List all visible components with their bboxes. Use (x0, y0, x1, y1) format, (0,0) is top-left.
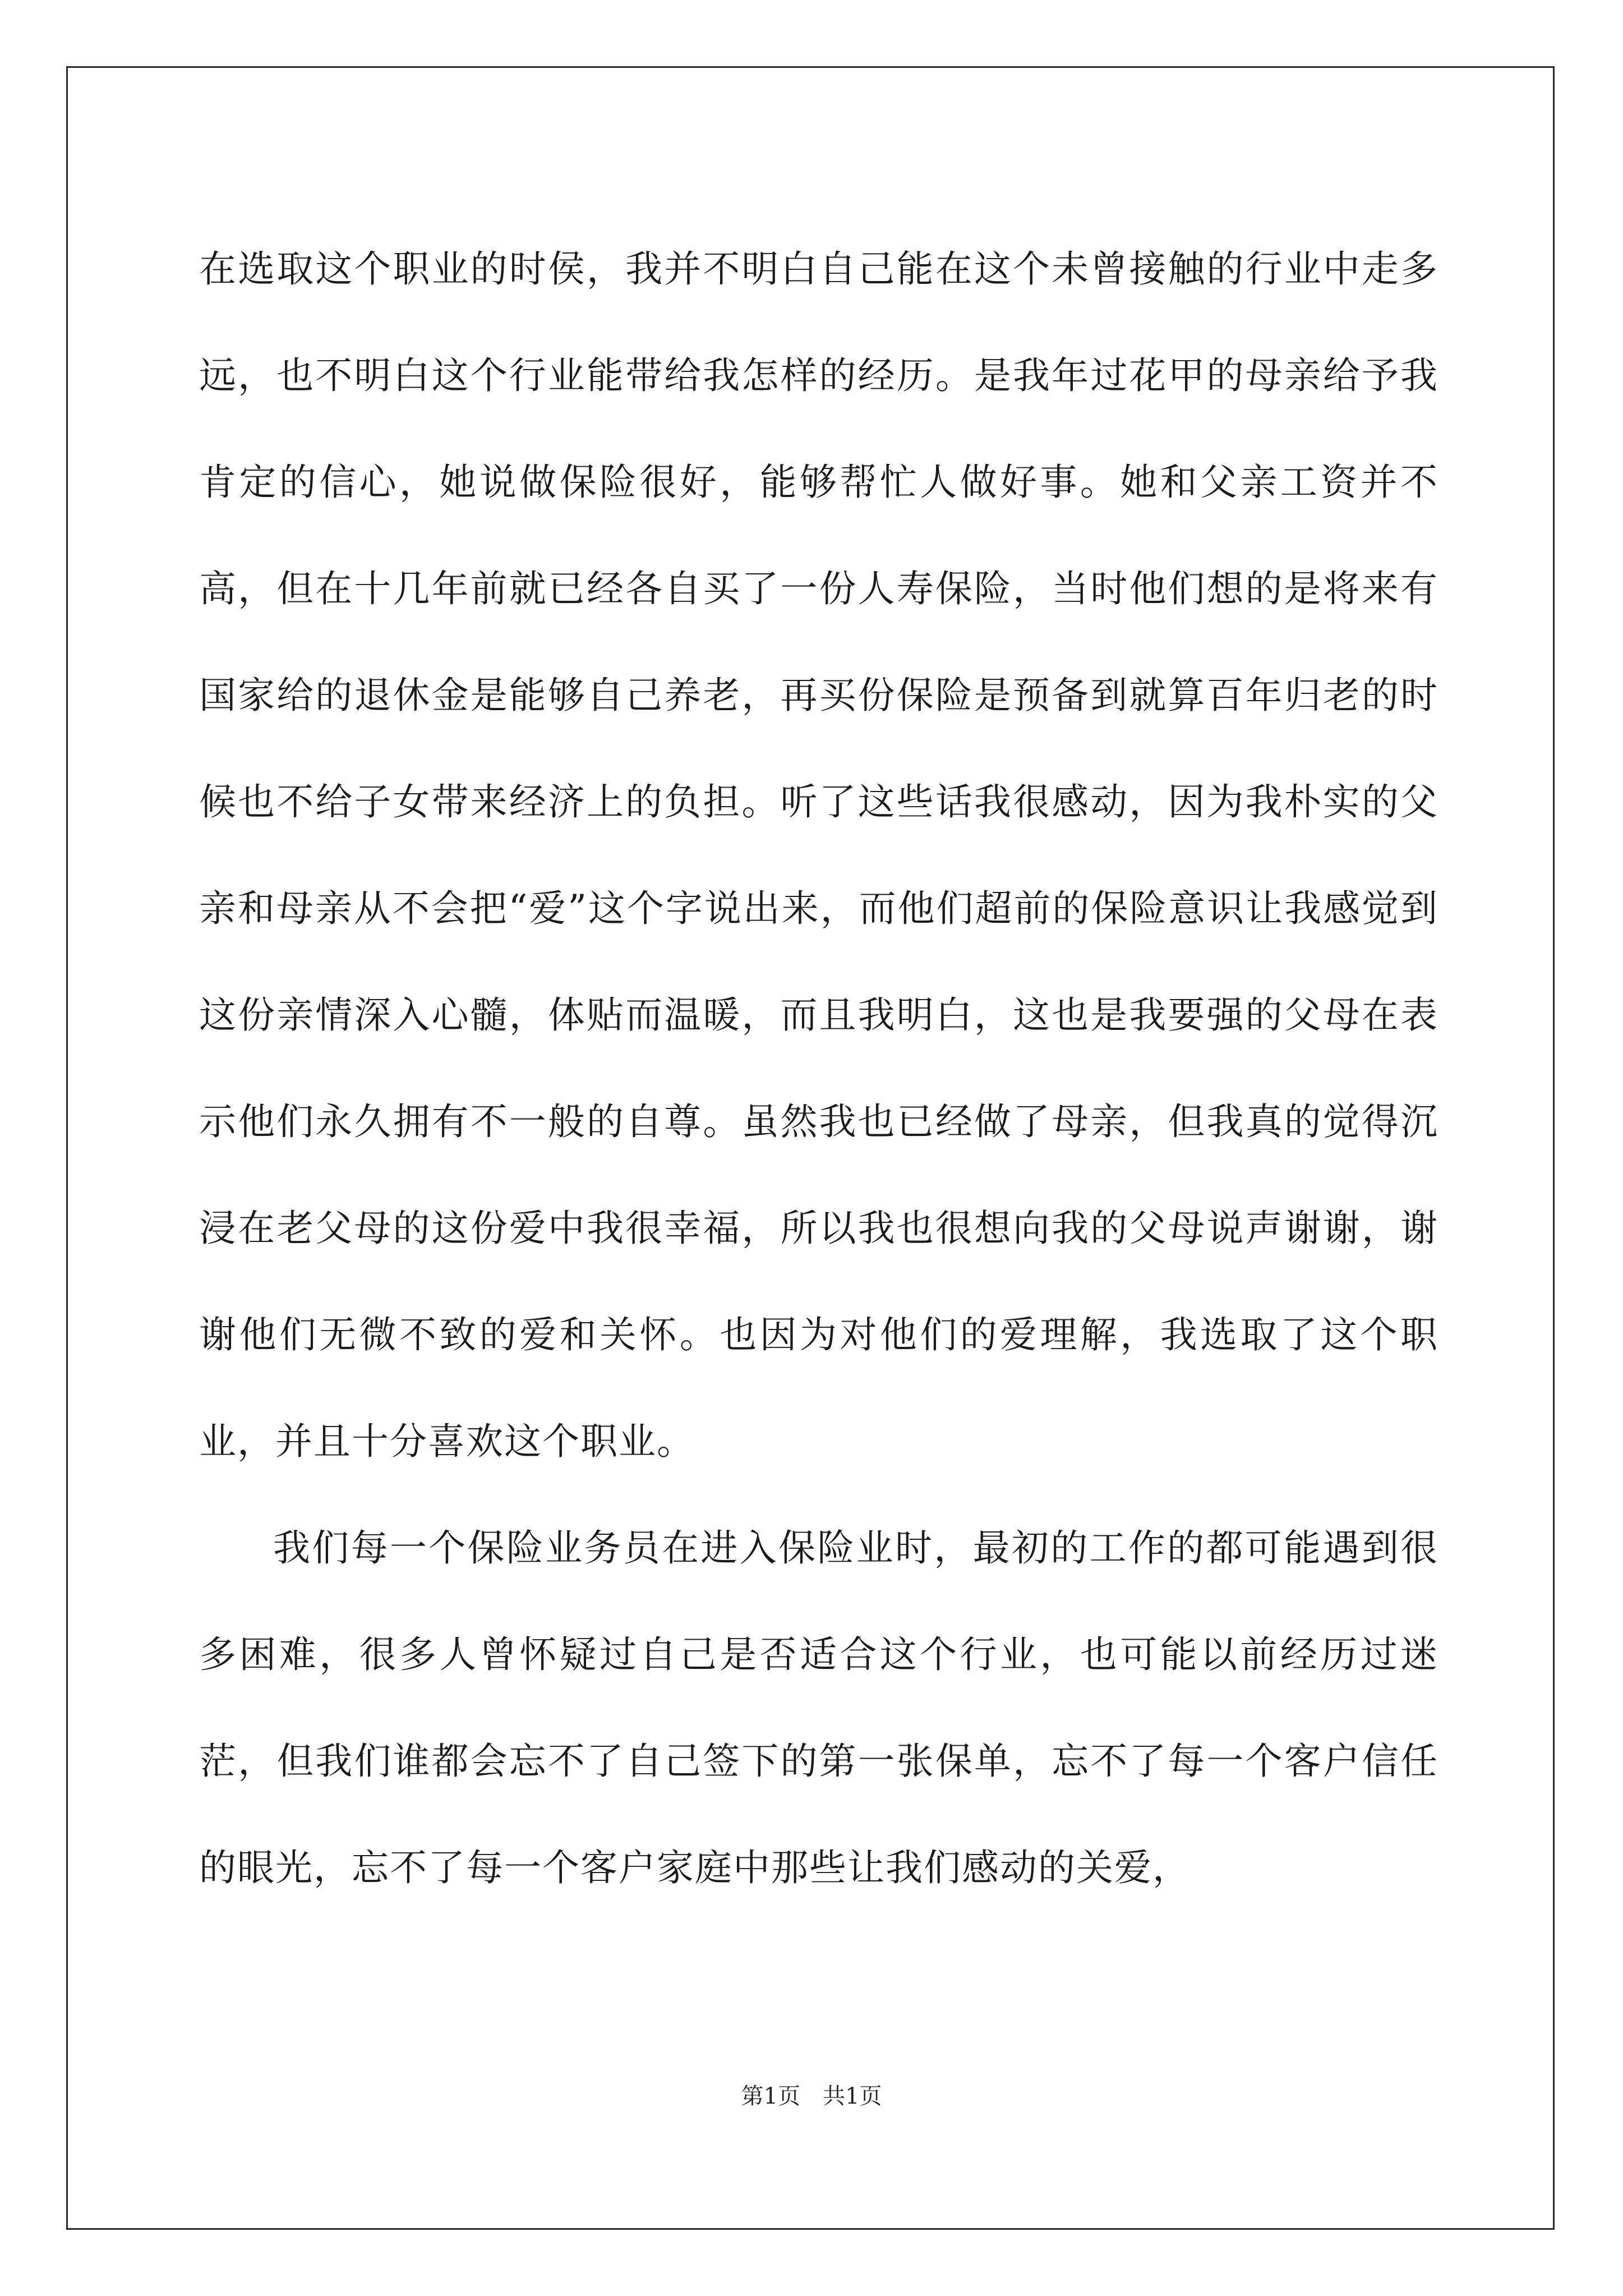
page-footer: 第1页 共1页 (741, 2083, 882, 2109)
paragraph-2: 我们每一个保险业务员在进入保险业时，最初的工作的都可能遇到很多困难，很多人曾怀疑过自己是否适合这个行业，也可能以前经历过迷茫，但我们谁都会忘不了自己签下的第一张保单，忘不了每一个客户信任的眼光，忘不了每一个客户家庭中那些让我们感动的关爱， (199, 1526, 1438, 1889)
paragraph-1: 在选取这个职业的时侯，我并不明白自己能在这个未曾接触的行业中走多远，也不明白这个行业能带给我怎样的经历。是我年过花甲的母亲给予我肯定的信心，她说做保险很好，能够帮忙人做好事。她和父亲工资并不高，但在十几年前就已经各自买了一份人寿保险，当时他们想的是将来有国家给的退休金是能够自己养老，再买份保险是预备到就算百年归老的时候也不给子女带来经济上的负担。听了这些话我很感动，因为我朴实的父亲和母亲从不会把“爱”这个字说出来，而他们超前的保险意识让我感觉到这份亲情深入心髓，体贴而温暖，而且我明白，这也是我要强的父母在表示他们永久拥有不一般的自尊。虽然我也已经做了母亲，但我真的觉得沉浸在老父母的这份爱中我很幸福，所以我也很想向我的父母说声谢谢，谢谢他们无微不致的爱和关怀。也因为对他们的爱理解，我选取了这个职业，并且十分喜欢这个职业。 (199, 247, 1438, 1463)
document-body (199, 216, 1438, 1921)
